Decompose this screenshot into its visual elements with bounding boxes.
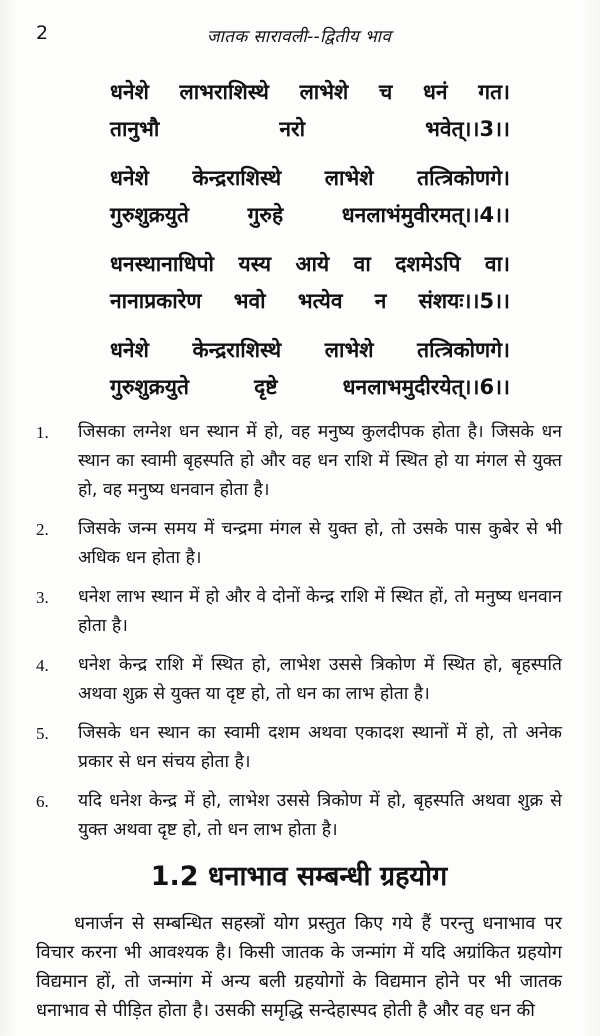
list-item [36, 418, 562, 505]
verse-6 [110, 332, 510, 406]
list-item-number: 4. [36, 656, 49, 675]
intro-paragraph: धनार्जन से सम्बन्धित सहस्त्रों योग प्रस्तुत किए गये हैं परन्तु धनाभाव पर विचार करना भी आवश्यक है। किसी जातक के जन्मांग में यदि अग्रांकित ग्रहयोग विद्यमान हों, तो जन्मांग में अन्य बली ग्रहयोगों के विद्यमान होने पर भी जातक धनाभाव से पीड़ित होता है। उसकी समृद्धि सन्देहास्पद होती है और वह धन की [36, 913, 562, 1021]
list-item [36, 583, 562, 641]
verse-section [110, 74, 510, 406]
verse-4 [110, 160, 510, 234]
list-item-number: 1. [36, 423, 49, 442]
section-heading: 1.2 धनाभाव सम्बन्धी ग्रहयोग [150, 861, 448, 892]
running-header: जातक सारावली--द्वितीय भाव [206, 27, 392, 47]
list-item-number: 6. [36, 792, 49, 811]
verse-3 [110, 74, 510, 148]
list-item [36, 719, 562, 777]
page-header [36, 20, 562, 50]
verse-line: धनेशे लाभराशिस्थे लाभेशे च धनं गत। [110, 80, 510, 104]
verse-5 [110, 246, 510, 320]
verse-line: गुरुशुक्रयुते गुरुहे धनलाभंमुवीरमत्।।4।। [110, 203, 510, 227]
verse-line: धनस्थानाधिपो यस्य आये वा दशमेऽपि वा। [110, 252, 510, 276]
list-item-number: 2. [36, 520, 49, 539]
verse-line: नानाप्रकारेण भवो भत्येव न संशयः।।5।। [110, 289, 510, 313]
list-item-number: 3. [36, 588, 49, 607]
verse-line: धनेशे केन्द्रराशिस्थे लाभेशे तत्त्रिकोणगे। [110, 166, 510, 190]
commentary-list [36, 418, 562, 845]
list-item-text: धनेश लाभ स्थान में हो और वे दोनों केन्द्र राशि में स्थित हों, तो मनुष्य धनवान होता है। [78, 587, 562, 636]
verse-line: धनेशे केन्द्रराशिस्थे लाभेशे तत्त्रिकोणगे। [110, 338, 510, 362]
page-number: 2 [36, 22, 49, 44]
list-item-text: जिसके धन स्थान का स्वामी दशम अथवा एकादश स्थानों में हो, तो अनेक प्रकार से धन संचय होता है। [78, 723, 562, 772]
list-item-number: 5. [36, 724, 49, 743]
list-item-text: यदि धनेश केन्द्र में हो, लाभेश उससे त्रिकोण में हो, बृहस्पति अथवा शुक्र से युक्त अथवा दृष्ट हो, तो धन लाभ होता है। [78, 791, 562, 840]
list-item-text: जिसके जन्म समय में चन्द्रमा मंगल से युक्त हो, तो उसके पास कुबेर से भी अधिक धन होता है। [78, 519, 562, 568]
list-item [36, 651, 562, 709]
list-item [36, 515, 562, 573]
verse-line: तानुभौ नरो भवेत्।।3।। [110, 117, 510, 141]
list-item-text: धनेश केन्द्र राशि में स्थित हो, लाभेश उससे त्रिकोण में स्थित हो, बृहस्पति अथवा शुक्र से युक्त या दृष्ट हो, तो धन का लाभ होता है। [78, 655, 562, 704]
list-item-text: जिसका लग्नेश धन स्थान में हो, वह मनुष्य कुलदीपक होता है। जिसके धन स्थान का स्वामी बृहस्पति हो और वह धन राशि में स्थित हो या मंगल से युक्त हो, वह मनुष्य धनवान होता है। [78, 422, 562, 500]
verse-line: गुरुशुक्रयुते दृष्टे धनलाभमुदीरयेत्।।6।। [110, 375, 510, 399]
list-item [36, 787, 562, 845]
